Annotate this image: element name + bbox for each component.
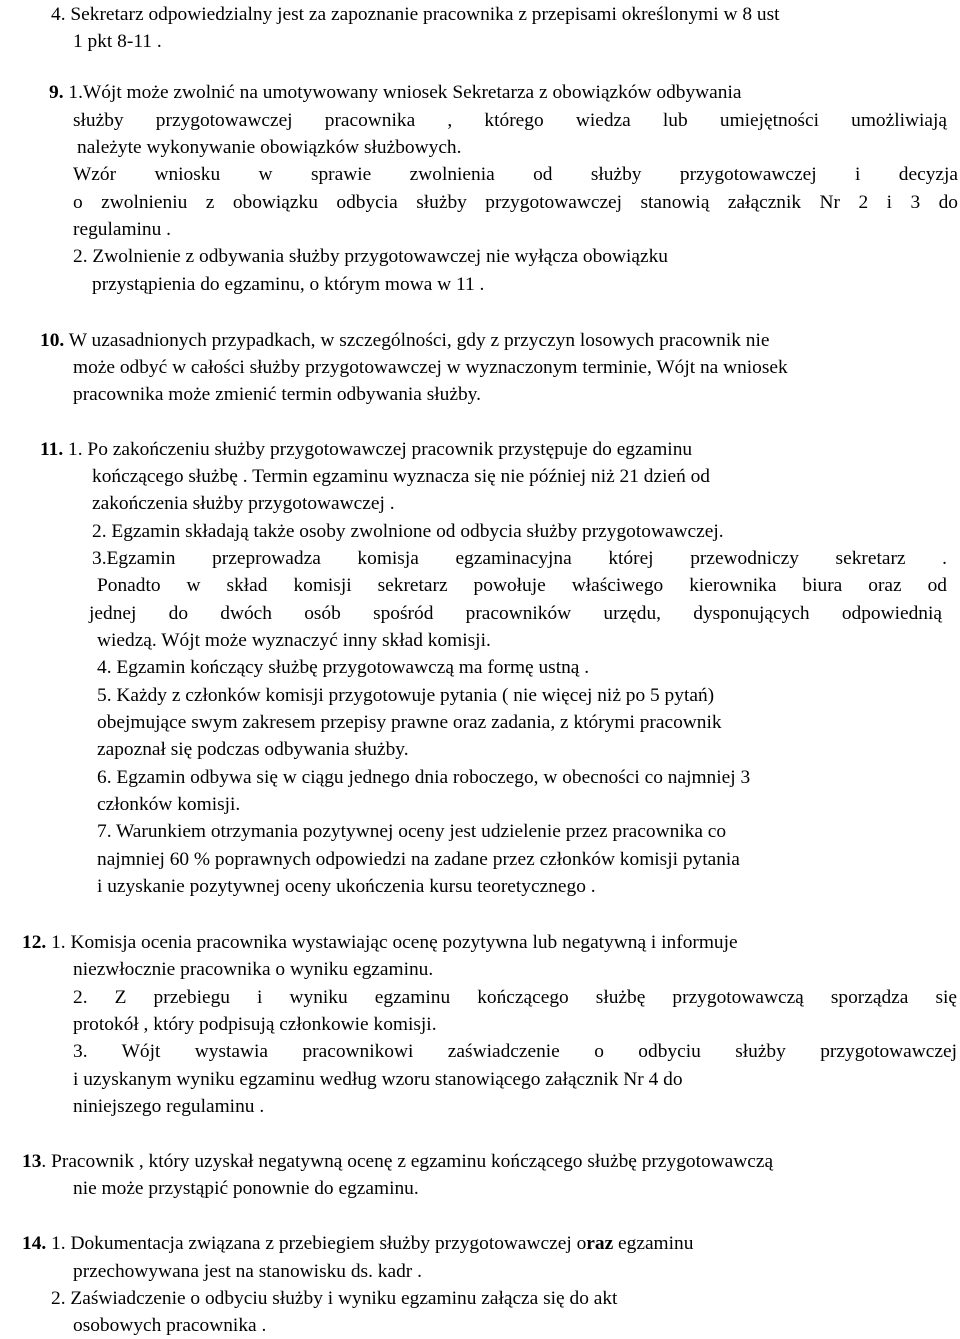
- section-9-item-2-cont: przystąpienia do egzaminu, o którym mowa w 11 .: [92, 274, 485, 295]
- section-9-line2: służby przygotowawczej pracownika , którego wiedza lub umiejętności umożliwiają: [73, 110, 947, 131]
- section-11-item-7: 7. Warunkiem otrzymania pozytywnej oceny jest udzielenie przez pracownika co: [97, 821, 727, 842]
- section-13-text: . Pracownik , który uzyskał negatywną ocenę z egzaminu kończącego służbę przygotowawczą: [41, 1151, 774, 1172]
- section-14: [22, 1230, 693, 1257]
- section-10-line2: może odbyć w całości służby przygotowawczej w wyznaczonym terminie, Wójt na wniosek: [73, 357, 788, 378]
- section-10-number: 10.: [40, 330, 65, 351]
- section-13: [22, 1148, 773, 1175]
- section-14-line2: przechowywana jest na stanowisku ds. kadr .: [73, 1261, 422, 1282]
- section-10-text: W uzasadnionych przypadkach, w szczególności, gdy z przyczyn losowych pracownik nie: [64, 330, 770, 351]
- section-11-item-3-line4: wiedzą. Wójt może wyznaczyć inny skład komisji.: [97, 630, 491, 651]
- section-14-number: 14.: [22, 1233, 47, 1254]
- section-11-item-6: 6. Egzamin odbywa się w ciągu jednego dnia roboczego, w obecności co najmniej 3: [97, 767, 751, 788]
- section-9-line4: Wzór wniosku w sprawie zwolnienia od służby przygotowawczej i decyzja: [73, 164, 958, 185]
- section-11-line2: kończącego służbę . Termin egzaminu wyznacza się nie później niż 21 dzień od: [92, 466, 710, 487]
- section-9-text: 1.Wójt może zwolnić na umotywowany wniosek Sekretarza z obowiązków odbywania: [63, 82, 742, 103]
- section-11-item-3: 3.Egzamin przeprowadza komisja egzaminacyjna której przewodniczy sekretarz .: [92, 548, 947, 569]
- section-10: [40, 327, 769, 354]
- section-9-number: 9.: [49, 82, 64, 103]
- section-11-item-5-line2: obejmujące swym zakresem przepisy prawne oraz zadania, z którymi pracownik: [97, 712, 722, 733]
- section-12-item-3: 3. Wójt wystawia pracownikowi zaświadczenie o odbyciu służby przygotowawczej: [73, 1041, 957, 1062]
- section-9-line5: o zwolnieniu z obowiązku odbycia służby przygotowawczej stanowią załącznik Nr 2 i 3 do: [73, 192, 958, 213]
- section-14-text-c: egzaminu: [613, 1233, 694, 1254]
- section-14-text-a: 1. Dokumentacja związana z przebiegiem służby przygotowawczej o: [46, 1233, 587, 1254]
- section-12-item-3-line3: niniejszego regulaminu .: [73, 1096, 265, 1117]
- section-11: [40, 436, 692, 463]
- section-11-item-4: 4. Egzamin kończący służbę przygotowawczą ma formę ustną .: [97, 657, 590, 678]
- section-14-text-bold: raz: [586, 1233, 614, 1254]
- line-4-cont: 1 pkt 8-11 .: [73, 31, 162, 52]
- section-12-line2: niezwłocznie pracownika o wyniku egzaminu.: [73, 959, 434, 980]
- section-12: [22, 929, 738, 956]
- section-11-line3: zakończenia służby przygotowawczej .: [92, 493, 395, 514]
- section-14-item-2: 2. Zaświadczenie o odbyciu służby i wyniku egzaminu załącza się do akt: [51, 1288, 618, 1309]
- section-12-item-2-line2: protokół , który podpisują członkowie komisji.: [73, 1014, 437, 1035]
- section-11-item-3-line2: Ponadto w skład komisji sekretarz powołuje właściwego kierownika biura oraz od: [97, 575, 947, 596]
- section-11-text: 1. Po zakończeniu służby przygotowawczej pracownik przystępuje do egzaminu: [63, 439, 693, 460]
- section-11-item-7-line3: i uzyskanie pozytywnej oceny ukończenia kursu teoretycznego .: [97, 876, 596, 897]
- section-13-line2: nie może przystąpić ponownie do egzaminu.: [73, 1178, 419, 1199]
- section-9-item-2: 2. Zwolnienie z odbywania służby przygotowawczej nie wyłącza obowiązku: [73, 246, 668, 267]
- section-12-item-2: 2. Z przebiegu i wyniku egzaminu kończącego służbę przygotowawczą sporządza się: [73, 987, 957, 1008]
- section-11-item-5-line3: zapoznał się podczas odbywania służby.: [97, 739, 409, 760]
- section-11-number: 11.: [40, 439, 64, 460]
- section-12-item-3-line2: i uzyskanym wyniku egzaminu według wzoru stanowiącego załącznik Nr 4 do: [73, 1069, 683, 1090]
- section-14-item-2-line2: osobowych pracownika .: [73, 1315, 267, 1336]
- section-12-text: 1. Komisja ocenia pracownika wystawiając ocenę pozytywna lub negatywną i informuje: [46, 932, 738, 953]
- section-9-line6: regulaminu .: [73, 219, 172, 240]
- section-11-item-6-line2: członków komisji.: [97, 794, 241, 815]
- section-11-item-3-line3: jednej do dwóch osób spośród pracowników urzędu, dysponujących odpowiednią: [89, 603, 942, 624]
- section-12-number: 12.: [22, 932, 47, 953]
- section-11-item-2: 2. Egzamin składają także osoby zwolnione od odbycia służby przygotowawczej.: [92, 521, 724, 542]
- section-9-line3: należyte wykonywanie obowiązków służbowych.: [77, 137, 462, 158]
- section-10-line3: pracownika może zmienić termin odbywania służby.: [73, 384, 481, 405]
- section-11-item-5: 5. Każdy z członków komisji przygotowuje pytania ( nie więcej niż po 5 pytań): [97, 685, 715, 706]
- section-11-item-7-line2: najmniej 60 % poprawnych odpowiedzi na zadane przez członków komisji pytania: [97, 849, 740, 870]
- section-13-number: 13: [22, 1151, 42, 1172]
- line-4-sekretarz: 4. Sekretarz odpowiedzialny jest za zapoznanie pracownika z przepisami określonymi w 8 ust: [51, 4, 780, 25]
- section-9: [49, 79, 741, 106]
